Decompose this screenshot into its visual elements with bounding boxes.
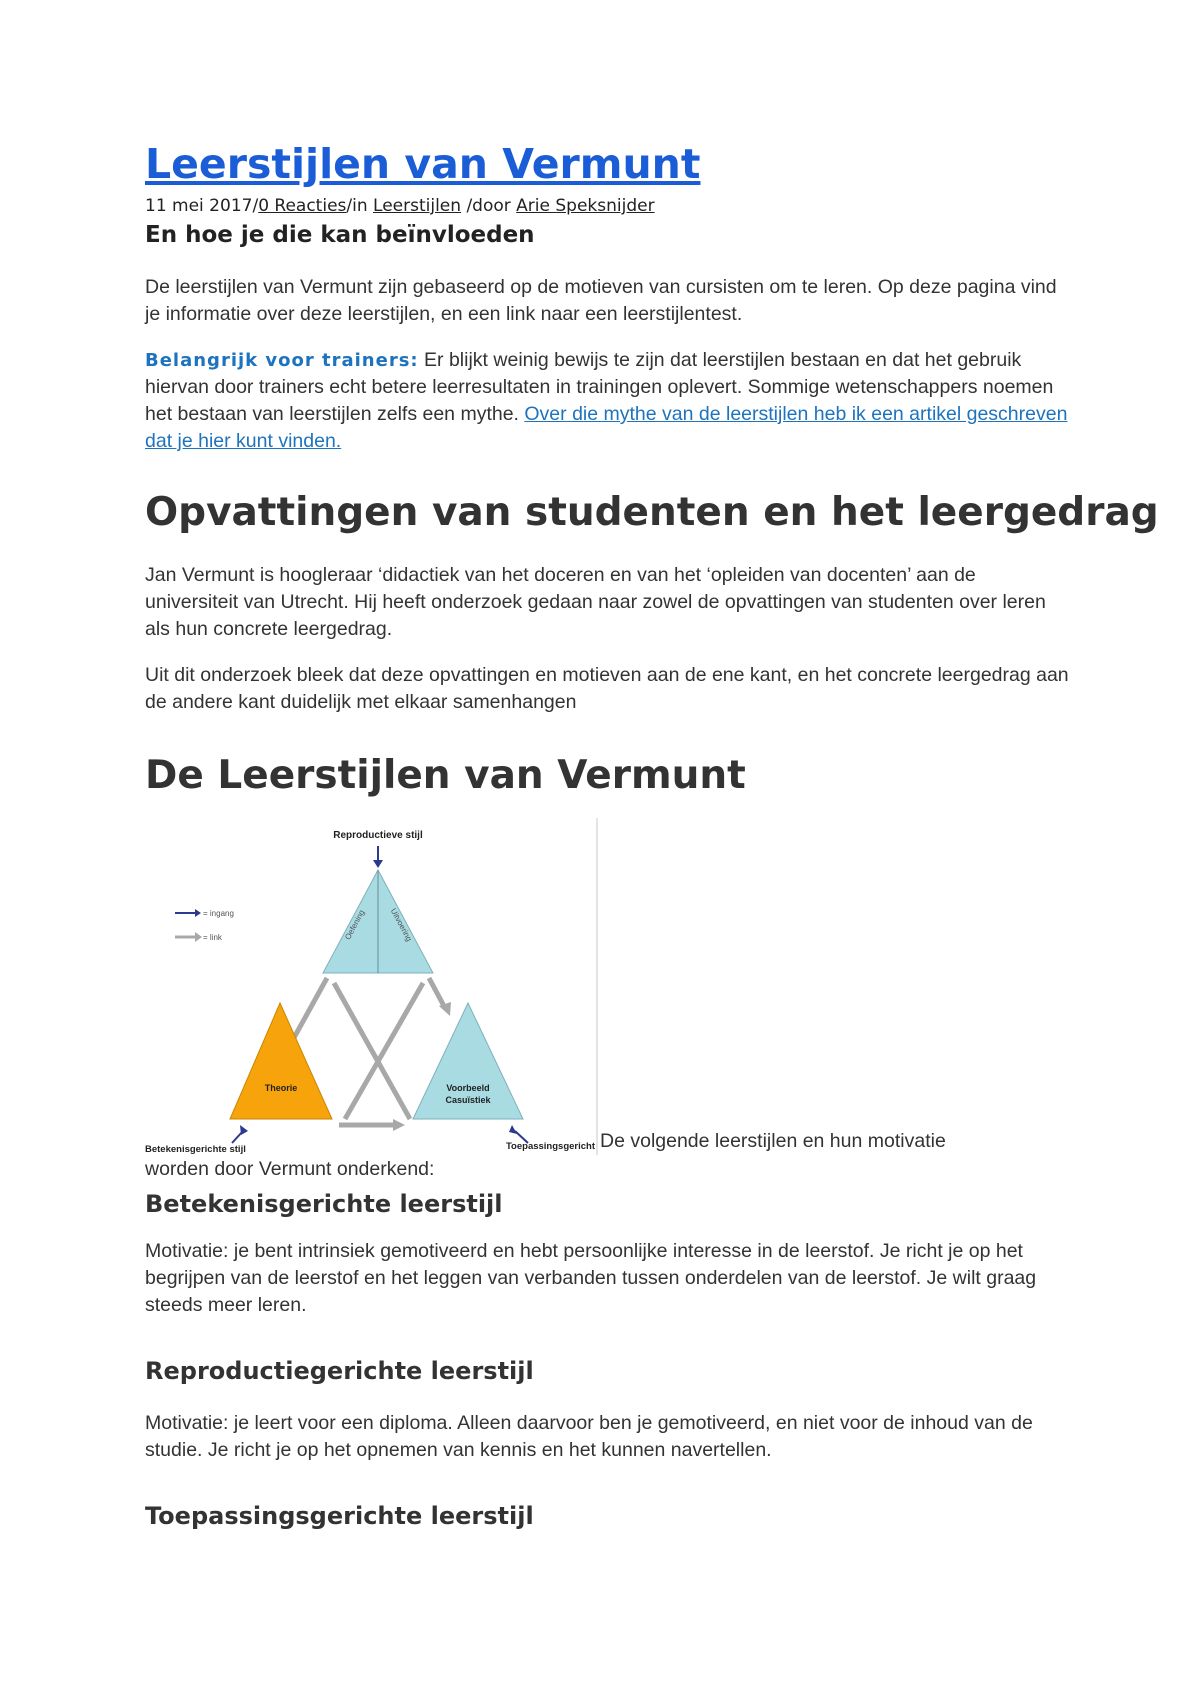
- label-uitvoering: Uitvoering: [388, 906, 414, 943]
- note-text: Er blijkt weinig bewijs te zijn dat leerstijlen bestaan en dat het gebruik hiervan door trainers echt betere leerresultaten in trainingen oplevert. Sommige wetenschappers noemen het bestaan van leerstijlen zelfs een mythe.: [145, 349, 1054, 425]
- section-heading-opvattingen: Opvattingen van studenten en het leergedrag: [145, 490, 1159, 535]
- heading-reproductiegericht: Reproductiegerichte leerstijl: [145, 1357, 534, 1385]
- vermunt-bio-paragraph: Jan Vermunt is hoogleraar ‘didactiek van het doceren en van het ‘opleiden van docenten’ aan de universiteit van Utrecht. Hij heeft onderzoek gedaan naar zowel de opvattingen van studenten over leren als hun concrete leergedrag.: [145, 564, 1046, 640]
- meta-separator: /in: [346, 196, 374, 216]
- label-toepassing: Toepassingsgericht: [505, 1141, 595, 1152]
- article-subtitle: En hoe je die kan beïnvloeden: [145, 222, 535, 248]
- comments-link[interactable]: 0 Reacties: [258, 196, 347, 216]
- heading-betekenisgericht: Betekenisgerichte leerstijl: [145, 1190, 503, 1218]
- diagram-svg: [145, 818, 600, 1155]
- diagram-caption-continued: worden door Vermunt onderkend:: [145, 1158, 435, 1180]
- label-betekenis: Betekenisgerichte stijl: [145, 1144, 246, 1155]
- text-betekenisgericht: Motivatie: je bent intrinsiek gemotiveerd en hebt persoonlijke interesse in de leerstof. Je richt je op het begrijpen van de leerstof en het leggen van verbanden tussen onderdelen van de leerstof. Je wilt graag steeds meer leren.: [145, 1240, 1037, 1316]
- diagram-caption: De volgende leerstijlen en hun motivatie: [600, 1130, 946, 1152]
- author-link[interactable]: Arie Speksnijder: [516, 196, 655, 216]
- section-heading-leerstijlen: De Leerstijlen van Vermunt: [145, 753, 746, 798]
- label-casuistiek: Casuïstiek: [445, 1095, 491, 1105]
- label-theorie: Theorie: [264, 1083, 298, 1093]
- article-date: 11 mei 2017: [145, 196, 253, 216]
- vermunt-triangle-diagram: [145, 818, 600, 1155]
- label-reproductive: Reproductieve stijl: [333, 830, 423, 841]
- legend-ingang: = ingang: [203, 909, 234, 918]
- meta-separator: /: [252, 196, 259, 216]
- text-reproductiegericht: Motivatie: je leert voor een diploma. Alleen daarvoor ben je gemotiveerd, en niet voor de inhoud van de studie. Je richt je op het opnemen van kennis en het kunnen navertellen.: [145, 1412, 1033, 1461]
- article-title[interactable]: Leerstijlen van Vermunt: [145, 140, 701, 188]
- meta-separator: /door: [461, 196, 517, 216]
- myth-article-link[interactable]: Over die mythe van de leerstijlen heb ik een artikel geschreven dat je hier kunt vinden.: [145, 403, 1068, 452]
- legend-link: = link: [203, 933, 222, 942]
- trainer-note: [145, 347, 1070, 455]
- label-voorbeeld: Voorbeeld: [446, 1083, 490, 1093]
- heading-toepassingsgericht: Toepassingsgerichte leerstijl: [145, 1502, 534, 1530]
- label-oefening: Oefening: [343, 908, 367, 942]
- note-lead: Belangrijk voor trainers:: [145, 350, 419, 371]
- article-meta: [145, 196, 655, 216]
- intro-paragraph: De leerstijlen van Vermunt zijn gebaseerd op de motieven van cursisten om te leren. Op deze pagina vind je informatie over deze leerstijlen, en een link naar een leerstijlentest.: [145, 276, 1057, 325]
- category-link[interactable]: Leerstijlen: [373, 196, 462, 216]
- research-paragraph: Uit dit onderzoek bleek dat deze opvattingen en motieven aan de ene kant, en het concrete leergedrag aan de andere kant duidelijk met elkaar samenhangen: [145, 664, 1069, 713]
